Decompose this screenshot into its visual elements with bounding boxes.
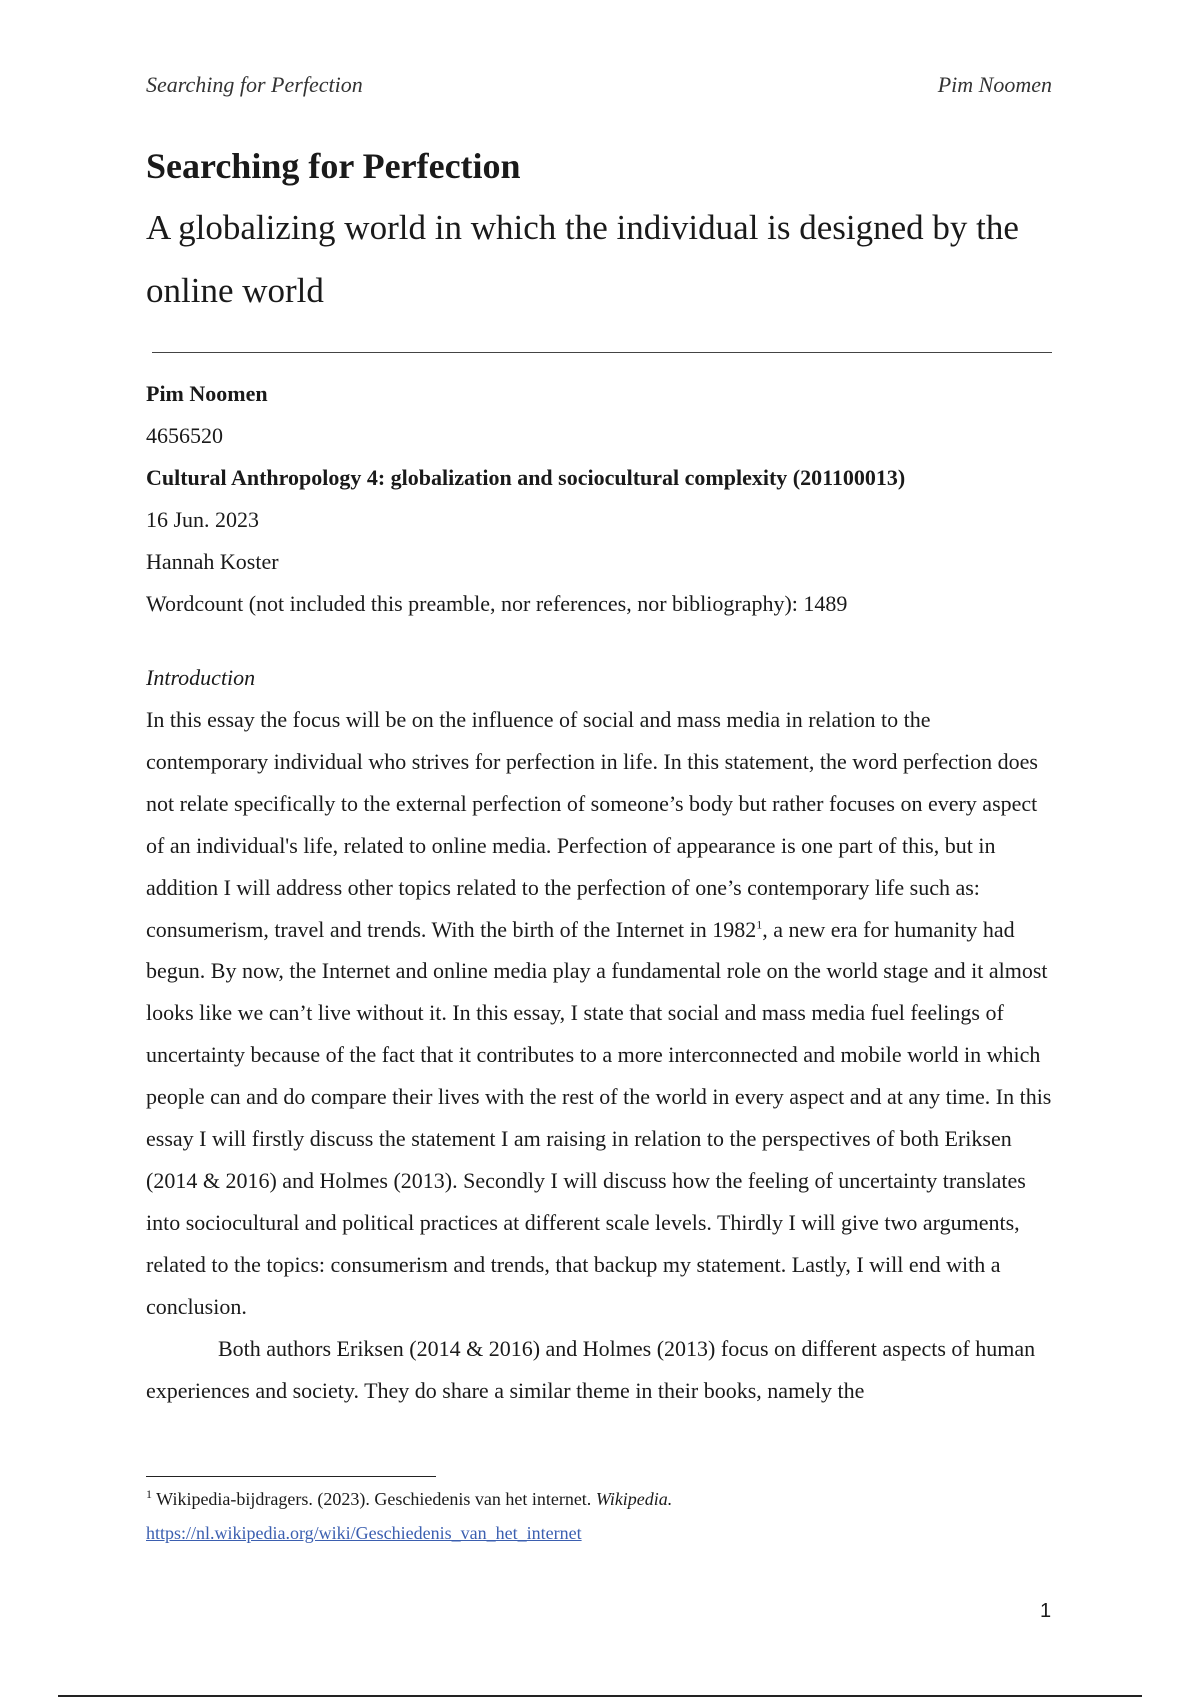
student-number: 4656520 [146, 423, 223, 448]
footnote-divider [146, 1476, 436, 1477]
introduction-body [146, 699, 1058, 1411]
footnote-text: Wikipedia-bijdragers. (2023). Geschiedenis van het internet. [152, 1489, 596, 1509]
title-divider [152, 352, 1052, 353]
paragraph [146, 699, 1058, 1328]
paragraph: Both authors Eriksen (2014 & 2016) and Holmes (2013) focus on different aspects of human experiences and society. They do share a similar theme in their books, namely the [146, 1335, 1036, 1403]
author-name: Pim Noomen [146, 381, 268, 406]
footnote [146, 1482, 1046, 1550]
paragraph-text: , a new era for humanity had begun. By now, the Internet and online media play a fundamental role on the world stage and it almost looks like we can’t live without it. In this essay, I state that social and mass media fuel feelings of uncertainty because of the fact that it contributes to a more interconnected and mobile world in which people can and do compare their lives with the rest of the world in every aspect and at any time. In this essay I will firstly discuss the statement I am raising in relation to the perspectives of both Eriksen (2014 & 2016) and Holmes (2013). Secondly I will discuss how the feeling of uncertainty translates into sociocultural and political practices at different scale levels. Thirdly I will give two arguments, related to the topics: consumerism and trends, that backup my statement. Lastly, I will end with a conclusion. [146, 916, 1052, 1319]
footnote-source: Wikipedia. [595, 1489, 673, 1509]
footnote-reference[interactable]: 1 [756, 917, 763, 932]
header-author: Pim Noomen [937, 72, 1052, 97]
document-subtitle: A globalizing world in which the individual is designed by the online world [146, 208, 1019, 310]
wordcount: Wordcount (not included this preamble, nor references, nor bibliography): 1489 [146, 591, 848, 616]
document-title: Searching for Perfection [146, 146, 521, 186]
footnote-number: 1 [146, 1487, 152, 1501]
header-title: Searching for Perfection [146, 72, 363, 97]
footnote-citation [146, 1482, 1046, 1516]
page-number: 1 [1040, 1600, 1052, 1622]
course-title: Cultural Anthropology 4: globalization and sociocultural complexity (201100013) [146, 465, 906, 490]
document-date: 16 Jun. 2023 [146, 507, 260, 532]
section-heading-introduction: Introduction [146, 665, 256, 690]
footnote-link[interactable]: https://nl.wikipedia.org/wiki/Geschiedenis_van_het_internet [146, 1523, 582, 1543]
page-bottom-divider [58, 1695, 1142, 1697]
running-header [146, 72, 1052, 98]
teacher-name: Hannah Koster [146, 549, 279, 574]
preamble [146, 373, 1058, 625]
paragraph-text: In this essay the focus will be on the influence of social and mass media in relation to the contemporary individual who strives for perfection in life. In this statement, the word perfection does not relate specifically to the external perfection of someone’s body but rather focuses on every aspect of an individual's life, related to online media. Perfection of appearance is one part of this, but in addition I will address other topics related to the perfection of one’s contemporary life such as: consumerism, travel and trends. With the birth of the Internet in 1982 [146, 707, 1038, 942]
document-content [146, 140, 1058, 1411]
